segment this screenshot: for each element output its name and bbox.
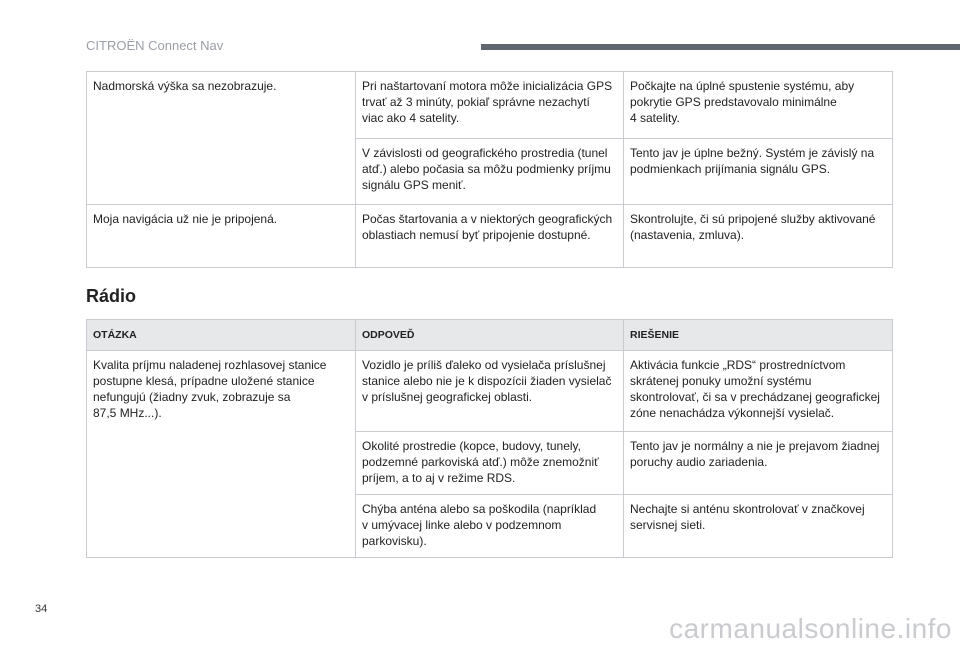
question-cell: Kvalita príjmu naladenej rozhlasovej stanice postupne klesá, prípadne uložené stanice nefungujú (žiadny zvuk, zobrazuje sa 87,5 MHz...). xyxy=(87,351,356,558)
question-cell: Nadmorská výška sa nezobrazuje. xyxy=(87,72,356,205)
answer-cell: Okolité prostredie (kopce, budovy, tunely, podzemné parkoviská atď.) môže znemožniť príjem, a to aj v režime RDS. xyxy=(356,432,624,495)
answer-cell: Počas štartovania a v niektorých geografických oblastiach nemusí byť pripojenie dostupné. xyxy=(356,205,624,268)
column-header-question: OTÁZKA xyxy=(87,320,356,351)
solution-cell: Počkajte na úplné spustenie systému, aby pokrytie GPS predstavovalo minimálne 4 satelity. xyxy=(624,72,893,139)
table-header-row xyxy=(87,320,893,351)
table-row xyxy=(87,205,893,268)
solution-cell: Nechajte si anténu skontrolovať v značkovej servisnej sieti. xyxy=(624,495,893,558)
column-header-answer: ODPOVEĎ xyxy=(356,320,624,351)
radio-table xyxy=(86,319,893,558)
answer-cell: Pri naštartovaní motora môže inicializácia GPS trvať až 3 minúty, pokiaľ správne nezachytí viac ako 4 satelity. xyxy=(356,72,624,139)
answer-cell: Chýba anténa alebo sa poškodila (napríklad v umývacej linke alebo v podzemnom parkovisku). xyxy=(356,495,624,558)
question-cell: Moja navigácia už nie je pripojená. xyxy=(87,205,356,268)
solution-cell: Tento jav je úplne bežný. Systém je závislý na podmienkach prijímania signálu GPS. xyxy=(624,138,893,205)
page-number: 34 xyxy=(35,603,48,615)
solution-cell: Aktivácia funkcie „RDS“ prostredníctvom skrátenej ponuky umožní systému skontrolovať, či sa v prechádzanej geografickej zóne nenachádza výkonnejší vysielač. xyxy=(624,351,893,432)
gps-table xyxy=(86,71,893,268)
column-header-solution: RIEŠENIE xyxy=(624,320,893,351)
watermark: carmanualsonline.info xyxy=(669,613,952,644)
header-title: CITROËN Connect Nav xyxy=(86,38,224,53)
solution-cell: Skontrolujte, či sú pripojené služby aktivované (nastavenia, zmluva). xyxy=(624,205,893,268)
answer-cell: V závislosti od geografického prostredia (tunel atď.) alebo počasia sa môžu podmienky príjmu signálu GPS meniť. xyxy=(356,138,624,205)
table-row xyxy=(87,351,893,432)
solution-cell: Tento jav je normálny a nie je prejavom žiadnej poruchy audio zariadenia. xyxy=(624,432,893,495)
table-row xyxy=(87,72,893,139)
section-title: Rádio xyxy=(86,286,137,306)
header-bar xyxy=(481,44,960,50)
answer-cell: Vozidlo je príliš ďaleko od vysielača príslušnej stanice alebo nie je k dispozícii žiaden vysielač v príslušnej geografickej oblasti. xyxy=(356,351,624,432)
